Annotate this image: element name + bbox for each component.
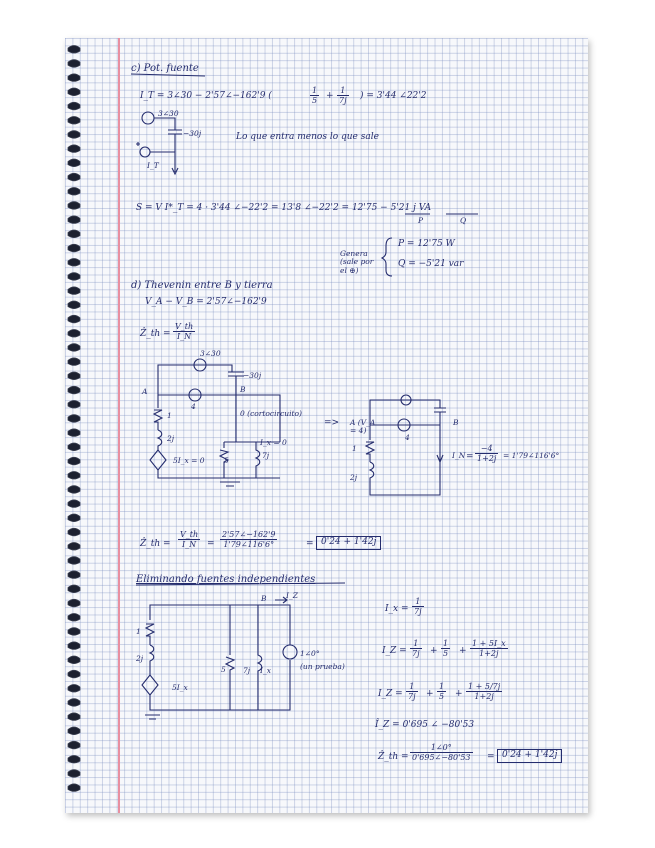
circuit-d-node-b: B	[240, 385, 246, 394]
genera-note: Genera (sale por el ⊕)	[340, 249, 374, 275]
circuit-d-l7: 7j	[262, 451, 270, 460]
p-value: P = 12'75 W	[398, 239, 455, 249]
circuit-e-dep-src: 5I_x	[172, 683, 188, 692]
kcl-remark: Lo que entra menos lo que sale	[236, 132, 379, 142]
in-eq-equals: =	[466, 452, 474, 462]
section-e-heading: Eliminando fuentes independientes	[136, 574, 316, 585]
p-marker: P	[418, 216, 424, 225]
circuit-d-simplified	[366, 395, 446, 495]
current-frac-2: $\frac{1}{7j}$	[339, 86, 347, 106]
eq2-frac-a: $\frac{1}{7j}$	[412, 639, 420, 659]
circuit-d-r1: 1	[167, 411, 172, 420]
circuit-e-iz: I_Z	[286, 591, 298, 600]
eq5-result-box: 0'24 + 1'42j	[497, 749, 562, 763]
zth-def-lhs: Ẑ_th =	[140, 329, 171, 339]
zth-calc-lhs: Ẑ_th =	[140, 539, 171, 549]
zth-def-frac: $\frac{V\_th}{I\_N}$	[175, 322, 194, 342]
eq5-frac: $\frac{1\angle 0^\circ}{0'695\angle-80'53}$	[412, 743, 471, 763]
circuit-d-cap: −30j	[243, 371, 262, 380]
eq2-frac-c: $\frac{1 + 5I\_x}{1+2j}$	[472, 639, 506, 659]
zth-calc-eq-sign-2: =	[306, 539, 314, 549]
circuit-s-l2: 2j	[350, 473, 358, 482]
current-label-it: I_T	[147, 161, 159, 170]
circuit-e-ix: I_x	[260, 666, 271, 675]
eq3-frac-a: $\frac{1}{7j}$	[408, 682, 416, 702]
circuit-e-r5: 5	[221, 665, 226, 674]
eq2-frac-b: $\frac{1}{5}$	[443, 639, 449, 659]
eq3-plus-1: +	[426, 689, 434, 699]
c-current-source-symbol	[142, 112, 154, 124]
eq3-frac-c: $\frac{1 + 5/7j}{1+2j}$	[468, 682, 501, 702]
voltage-difference-eq: V_A − V_B = 2'57∠−162'9	[145, 297, 267, 307]
current-eq-rhs: ) = 3'44 ∠22'2	[360, 91, 427, 101]
cap-label: −30j	[183, 129, 202, 138]
power-equation: S = V I*_T = 4 · 3'44 ∠−22'2 = 13'8 ∠−22'2 = 12'75 − 5'21 j VA	[136, 203, 432, 213]
circuit-e-test-src: 1∠0°	[300, 649, 320, 658]
circuit-s-in-label: I_N	[452, 451, 466, 460]
circuit-d-main	[150, 359, 280, 486]
circuit-d-ix: I_x = 0	[260, 438, 287, 447]
eq2-plus-1: +	[430, 646, 438, 656]
transform-arrow: =>	[324, 418, 340, 428]
circuit-s-v: 4	[405, 433, 410, 442]
circuit-d-top-source: 3∠30	[200, 349, 221, 358]
zth-result-box: 0'24 + 1'42j	[316, 536, 381, 550]
in-frac: $\frac{-4}{1+2j}$	[477, 444, 497, 464]
circuit-s-node-b: B	[453, 418, 459, 427]
eq1-lhs: I_x =	[385, 604, 409, 614]
eq4: Î_Z = 0'695 ∠ −80'53	[375, 720, 475, 730]
q-value: Q = −5'21 var	[398, 259, 464, 269]
section-c-heading: c) Pot. fuente	[131, 63, 199, 74]
circuit-d-l1: 2j	[167, 434, 175, 443]
circuit-d-zero-current: 0 (cortocircuito)	[240, 409, 302, 418]
eq5-equals: =	[487, 752, 495, 762]
in-value: = 1'79∠116'6°	[503, 451, 560, 460]
circuit-e-r1: 1	[136, 627, 141, 636]
eq5-lhs: Ẑ_th =	[378, 752, 409, 762]
eq3-lhs: I_Z =	[378, 689, 403, 699]
circuit-e-test-note: (un prueba)	[300, 662, 345, 671]
eq2-lhs: I_Z =	[382, 646, 407, 656]
current-frac-1: $\frac{1}{5}$	[312, 86, 318, 106]
eq3-frac-b: $\frac{1}{5}$	[439, 682, 445, 702]
source-label: 3∠30	[158, 109, 179, 118]
circuit-s-r1: 1	[352, 444, 357, 453]
eq2-plus-2: +	[459, 646, 467, 656]
eq1-frac: $\frac{1}{7j}$	[414, 597, 422, 617]
eq3-plus-2: +	[455, 689, 463, 699]
circuit-e-node-b: B	[261, 594, 267, 603]
circuit-d-r5: 5	[224, 456, 229, 465]
current-eq-lhs: I_T = 3∠30 − 2'57∠−162'9 (	[140, 91, 272, 101]
circuit-d-node-a: A	[142, 387, 148, 396]
plus-sign: +	[326, 91, 334, 101]
circuit-s-node-a: A (V_A = 4)	[350, 418, 376, 436]
zth-calc-eq-sign: =	[207, 539, 215, 549]
circuit-e-l2: 2j	[136, 654, 144, 663]
c-voltage-source-symbol	[140, 147, 150, 157]
circuit-e-l7: 7j	[243, 666, 251, 675]
q-marker: Q	[460, 216, 467, 225]
circuit-d-dep-src: 5I_x = 0	[173, 456, 205, 465]
circuit-d-v-label: 4	[191, 402, 196, 411]
zth-calc-frac-1: $\frac{V\_th}{I\_N}$	[180, 530, 199, 550]
section-d-heading: d) Thevenin entre B y tierra	[131, 280, 273, 291]
zth-calc-frac-2: $\frac{2'57\angle-162'9}{1'79\angle 116'6^\circ}$	[222, 530, 276, 550]
